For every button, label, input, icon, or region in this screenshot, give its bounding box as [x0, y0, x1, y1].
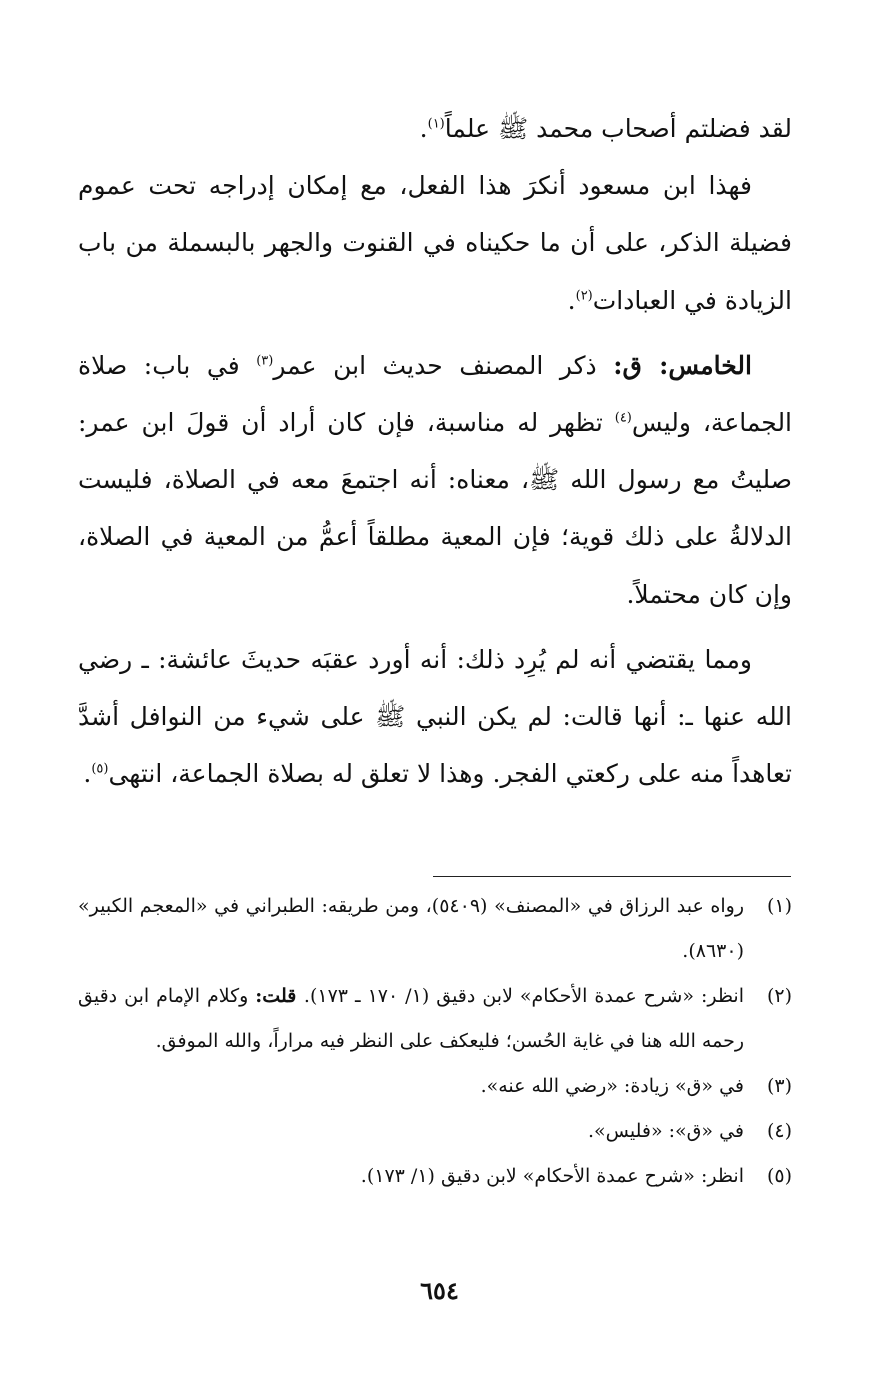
- main-text: [78, 100, 792, 802]
- paragraph-1: [78, 100, 792, 157]
- footnote-emphasis: قلت:: [255, 985, 304, 1007]
- footnote-number: (٤): [766, 1120, 792, 1142]
- footnote-4: [78, 1109, 792, 1154]
- section-lead: الخامس: ق:: [613, 350, 752, 380]
- paragraph-2: [78, 157, 792, 329]
- footnote-text-continued: وكلام الإمام ابن دقيق رحمه الله هنا في غاية الحُسن؛ فليعكف على النظر فيه مراراً، والله الموفق.: [78, 985, 744, 1052]
- footnote-number: (١): [766, 895, 792, 917]
- paragraph-3-text-c: تظهر له مناسبة، فإن كان أراد أن قولَ ابن عمر: صليتُ مع رسول الله ﷺ، معناه: أنه اجتمعَ معه في الصلاة، فليست الدلالةُ على ذلك قوية؛ فإن المعية مطلقاً أعمُّ من المعية في الصلاة، وإن كان محتملاً.: [78, 408, 792, 609]
- footnote-text: انظر: «شرح عمدة الأحكام» لابن دقيق (١/ ١٧٠ ـ ١٧٣).: [303, 985, 744, 1007]
- footnote-1: [78, 884, 792, 974]
- footnote-ref-5[interactable]: (٥): [91, 761, 109, 777]
- footnote-number: (٥): [766, 1165, 792, 1187]
- footnote-ref-2[interactable]: (٢): [575, 288, 593, 304]
- footnotes: [78, 884, 792, 1199]
- footnote-text: رواه عبد الرزاق في «المصنف» (٥٤٠٩)، ومن طريقه: الطبراني في «المعجم الكبير» (٨٦٣٠).: [78, 895, 744, 962]
- paragraph-4-text: ومما يقتضي أنه لم يُرِد ذلك: أنه أورد عقبَه حديثَ عائشة: ـ رضي الله عنها ـ: أنها قالت: لم يكن النبي ﷺ على شيء من النوافل أشدَّ تعاهداً منه على ركعتي الفجر. وهذا لا تعلق له بصلاة الجماعة، انتهى: [78, 644, 792, 789]
- paragraph-3-text-a: ذكر المصنف حديث ابن عمر: [273, 350, 614, 380]
- footnote-3: [78, 1064, 792, 1109]
- footnote-text: في «ق» زيادة: «رضي الله عنه».: [480, 1075, 744, 1097]
- footnote-ref-1[interactable]: (١): [427, 116, 445, 132]
- footnote-number: (٣): [766, 1075, 792, 1097]
- paragraph-1-text: لقد فضلتم أصحاب محمد ﷺ علماً: [444, 114, 792, 143]
- paragraph-2-end: .: [567, 285, 576, 315]
- footnote-divider: [433, 876, 791, 877]
- paragraph-1-end: .: [419, 114, 428, 143]
- footnote-number: (٢): [766, 985, 792, 1007]
- footnote-ref-4[interactable]: (٤): [614, 410, 632, 426]
- footnote-5: [78, 1154, 792, 1199]
- paragraph-3-text-b: في باب: صلاة الجماعة، وليس: [78, 350, 793, 438]
- footnote-text: في «ق»: «فليس».: [587, 1120, 744, 1142]
- paragraph-3: [78, 337, 792, 623]
- footnote-2: [78, 974, 792, 1064]
- page-number: ٦٥٤: [420, 1276, 459, 1305]
- footnote-text: انظر: «شرح عمدة الأحكام» لابن دقيق (١/ ١٧٣).: [360, 1165, 744, 1187]
- footnote-ref-3[interactable]: (٣): [256, 353, 274, 369]
- paragraph-2-text: فهذا ابن مسعود أنكرَ هذا الفعل، مع إمكان إدراجه تحت عموم فضيلة الذكر، على أن ما حكيناه في القنوت والجهر بالبسملة من باب الزيادة في العبادات: [78, 171, 792, 315]
- paragraph-4: [78, 631, 792, 803]
- paragraph-4-end: .: [83, 759, 92, 789]
